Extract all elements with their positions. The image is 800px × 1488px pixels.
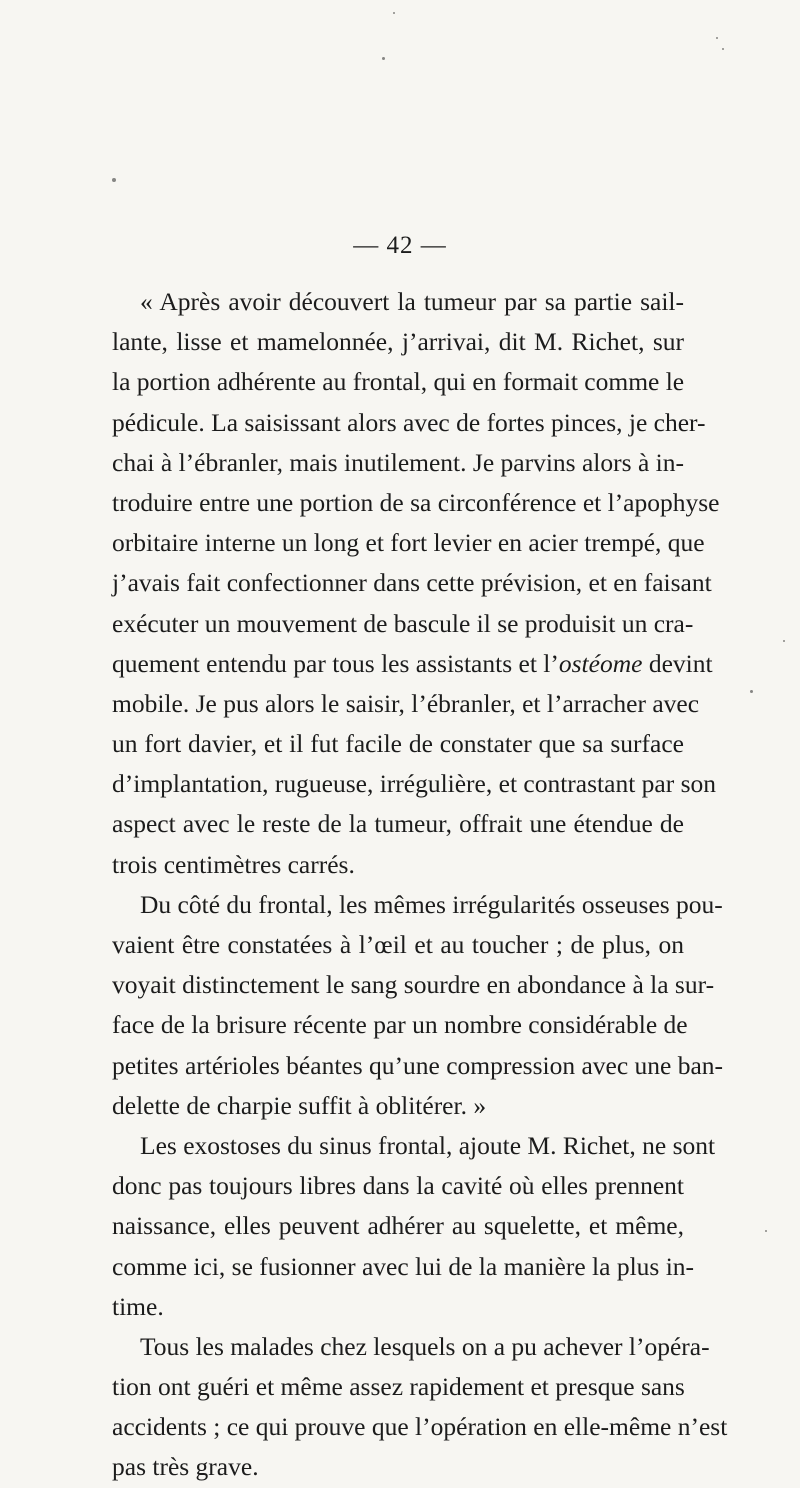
text-line: j’avais fait confectionner dans cette prévision, et en faisant xyxy=(112,568,712,598)
text-line: lante, lisse et mamelonnée, j’arrivai, dit M. Richet, sur xyxy=(112,327,684,357)
text-line: Tous les malades chez lesquels on a pu achever l’opéra- xyxy=(140,1331,710,1361)
paper-speck xyxy=(765,1230,767,1232)
paper-speck xyxy=(112,178,116,182)
text-line: accidents ; ce qui prouve que l’opération en elle-même n’est xyxy=(112,1412,728,1442)
paragraph xyxy=(112,885,724,1126)
text-line: trois centimètres carrés. xyxy=(112,849,355,879)
text-line: d’implantation, rugueuse, irrégulière, et contrastant par son xyxy=(112,769,717,799)
paper-speck xyxy=(722,48,724,50)
paper-speck xyxy=(382,57,385,60)
text-line xyxy=(112,644,713,684)
paper-speck xyxy=(393,12,395,14)
body-text xyxy=(112,282,728,1488)
paper-speck xyxy=(783,640,785,642)
paper-speck xyxy=(716,37,718,39)
text-run: quement entendu par tous les assistants et l’ xyxy=(112,648,559,678)
text-line: comme ici, se fusionner avec lui de la manière la plus in- xyxy=(112,1251,695,1281)
text-line: un fort davier, et il fut facile de constater que sa surface xyxy=(112,729,684,759)
paragraph xyxy=(112,1126,716,1327)
text-line: voyait distinctement le sang sourdre en abondance à la sur- xyxy=(112,970,715,1000)
text-run: devint xyxy=(642,648,713,678)
text-line: petites artérioles béantes qu’une compression avec une ban- xyxy=(112,1050,724,1080)
text-line: face de la brisure récente par un nombre considérable de xyxy=(112,1010,688,1040)
text-line: tion ont guéri et même assez rapidement et presque sans xyxy=(112,1372,685,1402)
text-line: pédicule. La saisissant alors avec de fortes pinces, je cher- xyxy=(112,407,706,437)
paragraph xyxy=(112,282,720,885)
text-line: « Après avoir découvert la tumeur par sa partie sail- xyxy=(140,287,684,316)
text-line: naissance, elles peuvent adhérer au squelette, et même, xyxy=(112,1211,684,1241)
paper-speck xyxy=(750,690,753,693)
text-line: orbitaire interne un long et fort levier en acier trempé, que xyxy=(112,528,705,558)
text-line: time. xyxy=(112,1291,164,1321)
text-line: pas très grave. xyxy=(112,1452,259,1482)
text-line: Du côté du frontal, les mêmes irrégularités osseuses pou- xyxy=(140,889,723,919)
text-line: la portion adhérente au frontal, qui en formait comme le xyxy=(112,367,685,397)
text-line: chai à l’ébranler, mais inutilement. Je parvins alors à in- xyxy=(112,447,684,477)
text-line: exécuter un mouvement de bascule il se produisit un cra- xyxy=(112,608,694,638)
text-line: mobile. Je pus alors le saisir, l’ébranler, et l’arracher avec xyxy=(112,688,700,718)
text-line: aspect avec le reste de la tumeur, offrait une étendue de xyxy=(112,809,684,839)
text-line: vaient être constatées à l’œil et au toucher ; de plus, on xyxy=(112,930,684,959)
text-line: troduire entre une portion de sa circonférence et l’apophyse xyxy=(112,487,720,517)
paragraph xyxy=(112,1327,728,1488)
text-line: donc pas toujours libres dans la cavité où elles prennent xyxy=(112,1171,684,1201)
text-line: Les exostoses du sinus frontal, ajoute M. Richet, ne sont xyxy=(140,1130,716,1160)
italic-term: ostéome xyxy=(558,648,643,678)
text-line: delette de charpie suffit à oblitérer. » xyxy=(112,1090,487,1120)
page-number: — 42 — xyxy=(353,232,447,259)
